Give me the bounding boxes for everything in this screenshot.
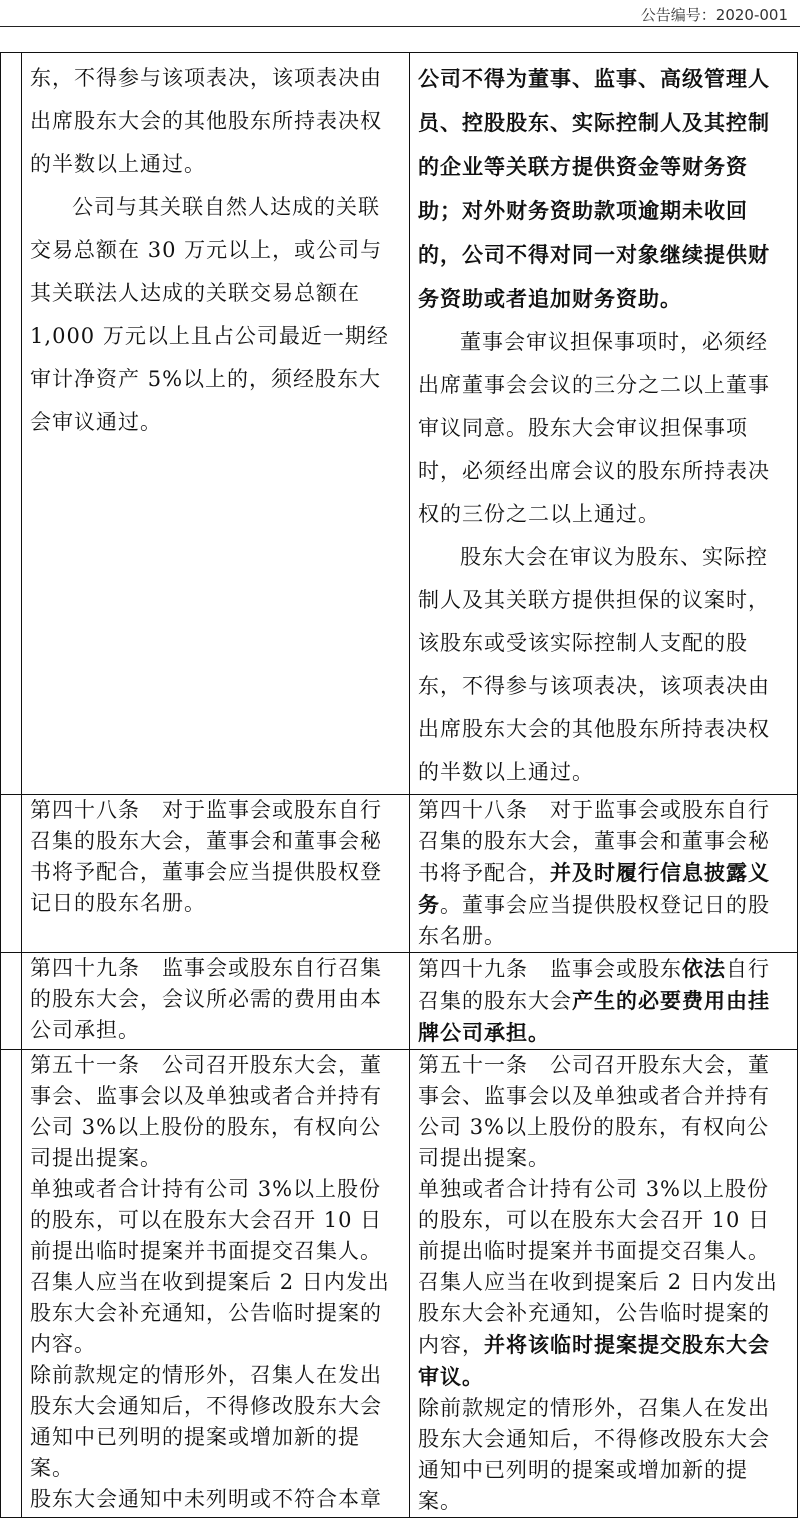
- bold-revision: 产生的必要费用由挂牌公司承担。: [418, 988, 771, 1045]
- revised-text-cell: [410, 953, 798, 1050]
- text-span: 。董事会应当提供股权登记日的股东名册。: [418, 893, 771, 948]
- article-49-original: 第四十九条 监事会或股东自行召集的股东大会，会议所必需的费用由本公司承担。: [30, 956, 383, 1042]
- table-row: [1, 953, 798, 1050]
- paragraph: [418, 57, 789, 321]
- left-margin-cell: [1, 953, 22, 1050]
- table-row: [1, 795, 798, 953]
- left-margin-cell: [1, 795, 22, 953]
- paragraph: 东，不得参与该项表决，该项表决由出席股东大会的其他股东所持表决权的半数以上通过。: [30, 66, 383, 176]
- announcement-number: 公告编号：2020-001: [640, 6, 788, 24]
- paragraph: 除前款规定的情形外，召集人在发出股东大会通知后，不得修改股东大会通知中已列明的提案或增加新的提案。: [30, 1363, 383, 1480]
- text-span: 第四十九条 监事会或股东: [418, 957, 683, 981]
- revised-text-cell: [410, 1050, 798, 1518]
- left-margin-cell: [1, 53, 22, 795]
- article-49-revised: [418, 953, 789, 1049]
- paragraph: 股东大会通知中未列明或不符合本章: [30, 1487, 383, 1511]
- left-margin-cell: [1, 1050, 22, 1518]
- original-text-cell: [22, 795, 410, 953]
- paragraph: 单独或者合计持有公司 3%以上股份的股东，可以在股东大会召开 10 日前提出临时提案并书面提交召集人。召集人应当在收到提案后 2 日内发出股东大会补充通知，公告临时提案的内容。: [30, 1177, 390, 1356]
- revised-text-cell: [410, 795, 798, 953]
- paragraph: [418, 1174, 789, 1393]
- article-48-original: 第四十八条 对于监事会或股东自行召集的股东大会，董事会和董事会秘书将予配合，董事会应当提供股权登记日的股东名册。: [30, 798, 383, 915]
- text-span: 第四十八条 对于监事会或股东自行召集的股东大会，董事会和董事会秘书将予配合，: [418, 798, 771, 885]
- paragraph: 第五十一条 公司召开股东大会，董事会、监事会以及单独或者合并持有公司 3%以上股份的股东，有权向公司提出提案。: [30, 1053, 383, 1170]
- paragraph: 公司与其关联自然人达成的关联交易总额在 30 万元以上，或公司与其关联法人达成的关联交易总额在1,000 万元以上且占公司最近一期经审计净资产 5%以上的，须经股东大会审议通过。: [30, 195, 389, 434]
- revised-text-cell: [410, 53, 798, 795]
- bold-revision: 依法: [682, 956, 727, 981]
- header-rule: [0, 26, 800, 27]
- paragraph: 除前款规定的情形外，召集人在发出股东大会通知后，不得修改股东大会通知中已列明的提案或增加新的提案。: [418, 1396, 771, 1513]
- paragraph: 董事会审议担保事项时，必须经出席董事会会议的三分之二以上董事审议同意。股东大会审议担保事项时，必须经出席会议的股东所持表决权的三份之二以上通过。: [418, 330, 771, 526]
- original-text-cell: [22, 953, 410, 1050]
- bold-revision: 并将该临时提案提交股东大会审议。: [418, 1332, 771, 1389]
- comparison-table: [0, 52, 798, 1518]
- paragraph: 第五十一条 公司召开股东大会，董事会、监事会以及单独或者合并持有公司 3%以上股份的股东，有权向公司提出提案。: [418, 1053, 771, 1170]
- bold-revision: 公司不得为董事、监事、高级管理人员、控股股东、实际控制人及其控制的企业等关联方提供资金等财务资助；对外财务资助款项逾期未收回的，公司不得对同一对象继续提供财务资助或者追加财务资助。: [418, 66, 771, 311]
- paragraph: 股东大会在审议为股东、实际控制人及其关联方提供担保的议案时，该股东或受该实际控制人支配的股东，不得参与该项表决，该项表决由出席股东大会的其他股东所持表决权的半数以上通过。: [418, 545, 771, 784]
- table-row: [1, 53, 798, 795]
- bold-revision: 并及时履行信息披露义务: [418, 860, 771, 917]
- article-48-revised: [418, 795, 789, 952]
- original-text-cell: [22, 1050, 410, 1518]
- table-row: [1, 1050, 798, 1518]
- original-text-cell: [22, 53, 410, 795]
- text-span: 单独或者合计持有公司 3%以上股份的股东，可以在股东大会召开 10 日前提出临时提案并书面提交召集人。召集人应当在收到提案后 2 日内发出股东大会补充通知，公告临时提案的内容，: [418, 1177, 778, 1357]
- text-span: 自行召集的股东大会: [418, 957, 771, 1013]
